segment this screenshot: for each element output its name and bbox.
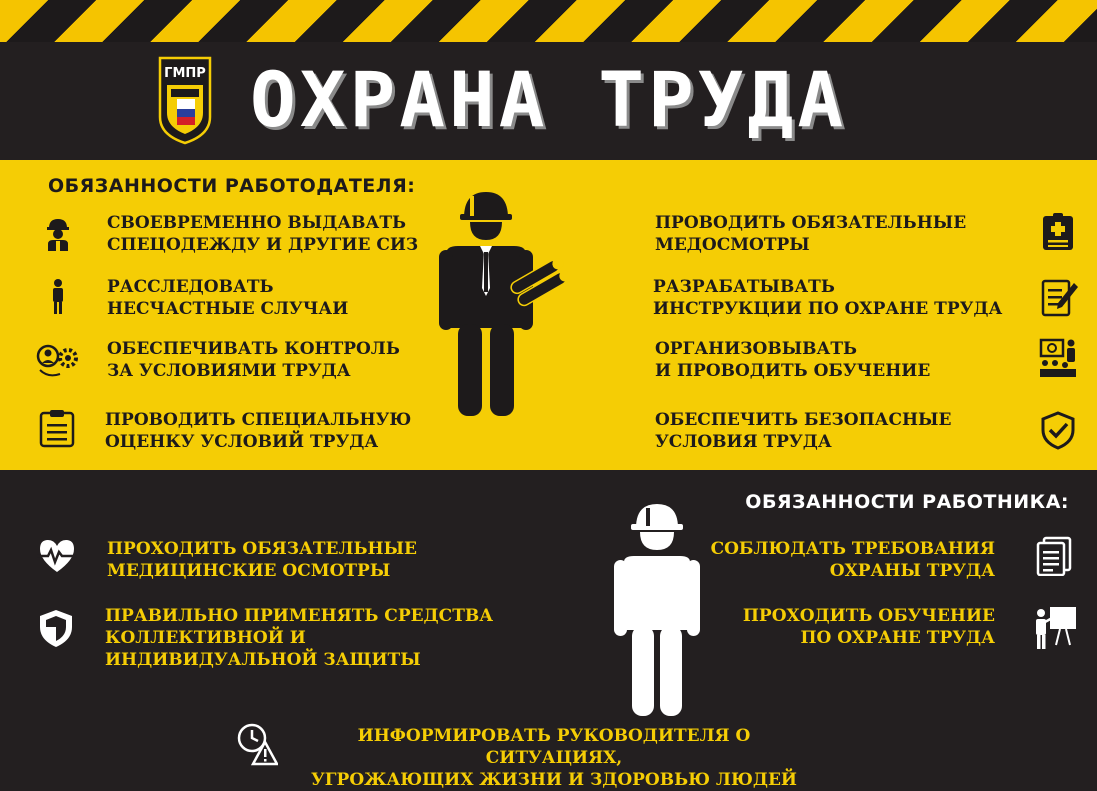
documents-icon [1035,536,1075,576]
page-title: ОХРАНА ТРУДА [250,55,848,144]
logo-text: ГМПР [164,66,206,81]
employer-item-assessment: ПРОВОДИТЬ СПЕЦИАЛЬНУЮ ОЦЕНКУ УСЛОВИЙ ТРУДА [105,410,412,452]
person-icon [38,277,78,317]
employer-item-safe-conditions: ОБЕСПЕЧИТЬ БЕЗОПАСНЫЕ УСЛОВИЯ ТРУДА [655,410,952,452]
gmpr-logo [157,55,213,145]
employee-item-training: ПРОХОДИТЬ ОБУЧЕНИЕ ПО ОХРАНЕ ТРУДА [742,606,995,648]
employee-item-inform: ИНФОРМИРОВАТЬ РУКОВОДИТЕЛЯ О СИТУАЦИЯХ, УГРОЖАЮЩИХ ЖИЗНИ И ЗДОРОВЬЮ ЛЮДЕЙ [311,726,797,790]
employee-item-protection: ПРАВИЛЬНО ПРИМЕНЯТЬ СРЕДСТВА КОЛЛЕКТИВНОЙ И ИНДИВИДУАЛЬНОЙ ЗАЩИТЫ [105,606,494,670]
employer-item-medical: ПРОВОДИТЬ ОБЯЗАТЕЛЬНЫЕ МЕДОСМОТРЫ [655,213,967,255]
hazard-stripes [0,0,1097,42]
employee-item-medical: ПРОХОДИТЬ ОБЯЗАТЕЛЬНЫЕ МЕДИЦИНСКИЕ ОСМОТРЫ [107,539,417,581]
employer-item-investigate: РАССЛЕДОВАТЬ НЕСЧАСТНЫЕ СЛУЧАИ [107,277,349,319]
employer-item-instructions: РАЗРАБАТЫВАТЬ ИНСТРУКЦИИ ПО ОХРАНЕ ТРУДА [653,277,1003,319]
worker-icon [38,213,78,253]
employer-item-training: ОРГАНИЗОВЫВАТЬ И ПРОВОДИТЬ ОБУЧЕНИЕ [655,339,931,381]
warning-clock-icon [236,722,278,766]
clipboard-icon [37,408,77,448]
employee-item-requirements: СОБЛЮДАТЬ ТРЕБОВАНИЯ ОХРАНЫ ТРУДА [710,539,995,581]
shield-check-icon [1038,410,1078,450]
shield-icon [36,608,76,648]
employer-section-title: ОБЯЗАННОСТИ РАБОТОДАТЕЛЯ: [48,175,416,197]
document-pen-icon [1040,277,1080,317]
manager-figure [436,188,568,420]
worker-figure [612,500,702,718]
medical-clipboard-icon [1038,212,1078,252]
employer-item-control: ОБЕСПЕЧИВАТЬ КОНТРОЛЬ ЗА УСЛОВИЯМИ ТРУДА [107,339,400,381]
employer-item-issue-ppe: СВОЕВРЕМЕННО ВЫДАВАТЬ СПЕЦОДЕЖДУ И ДРУГИЕ СИЗ [107,213,419,255]
control-gears-icon [34,338,80,378]
heart-pulse-icon [36,536,78,576]
training-presentation-icon [1038,338,1078,378]
teacher-board-icon [1034,605,1078,651]
employee-section-title: ОБЯЗАННОСТИ РАБОТНИКА: [745,491,1069,513]
